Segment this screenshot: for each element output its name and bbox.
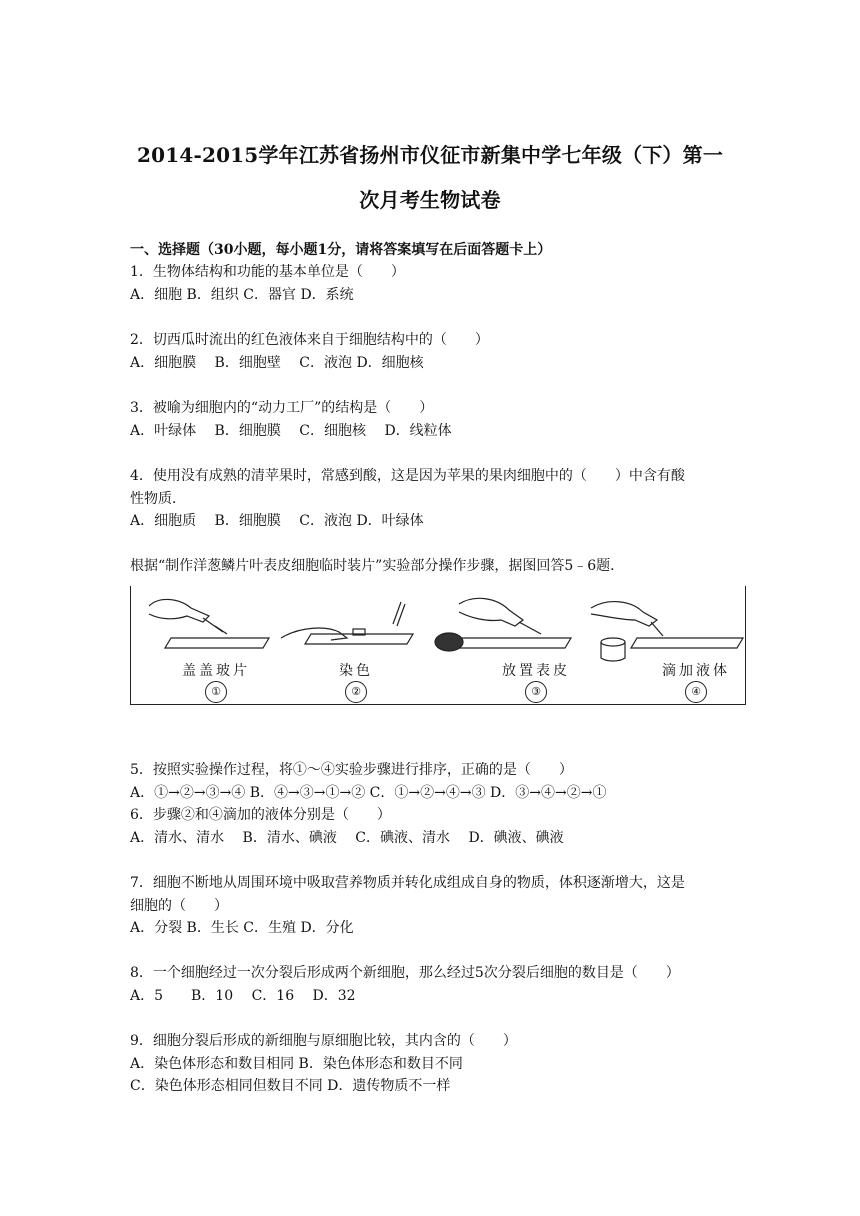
slide-1 <box>165 638 269 648</box>
question-2-options: A．细胞膜 B．细胞壁 C．液泡 D．细胞核 <box>130 355 424 371</box>
slide-3 <box>455 638 571 648</box>
question-7-stem-line1: 7．细胞不断地从周围环境中吸取营养物质并转化成组成自身的物质，体积逐渐增大，这是 <box>130 875 685 891</box>
page-title-line1: 2014-2015学年江苏省扬州市仪征市新集中学七年级（下）第一 <box>136 143 724 167</box>
question-6-stem: 6．步骤②和④滴加的液体分别是（ ） <box>130 807 391 823</box>
question-5-stem: 5．按照实验操作过程，将①～④实验步骤进行排序，正确的是（ ） <box>130 762 573 778</box>
question-6-options: A．清水、清水 B．清水、碘液 C．碘液、清水 D．碘液、碘液 <box>130 830 564 846</box>
question-3-stem: 3．被喻为细胞内的“动力工厂”的结构是（ ） <box>130 400 434 416</box>
step-2-number: ② <box>345 681 367 703</box>
question-4-stem-line2: 性物质． <box>130 491 186 507</box>
question-9-stem: 9．细胞分裂后形成的新细胞与原细胞比较，其内含的（ ） <box>130 1033 517 1049</box>
question-5-options: A．①→②→③→④ B．④→③→①→② C．①→②→④→③ D．③→④→②→① <box>130 785 607 801</box>
question-4-options: A．细胞质 B．细胞膜 C．液泡 D．叶绿体 <box>130 513 424 529</box>
intro-questions-5-6: 根据“制作洋葱鳞片叶表皮细胞临时装片”实验部分操作步骤，据图回答5﹣6题． <box>130 558 625 574</box>
slide-4 <box>631 638 743 648</box>
dropper-4 <box>651 622 663 636</box>
question-3-options: A．叶绿体 B．细胞膜 C．细胞核 D．线粒体 <box>130 423 452 439</box>
question-9-options-line1: A．染色体形态和数目相同 B．染色体形态和数目不同 <box>130 1056 463 1072</box>
question-1-stem: 1．生物体结构和功能的基本单位是（ ） <box>130 264 405 280</box>
question-1-options: A．细胞 B．组织 C．器官 D．系统 <box>130 287 354 303</box>
step-1-caption: 盖盖玻片 <box>182 663 250 679</box>
step-2-caption: 染色 <box>339 663 373 679</box>
question-4-stem-line1: 4．使用没有成熟的清苹果时，常感到酸，这是因为苹果的果肉细胞中的（ ）中含有酸 <box>130 468 685 484</box>
step-1-number: ① <box>205 681 227 703</box>
hand-1 <box>149 599 209 622</box>
needle-3 <box>519 622 541 634</box>
question-8-options: A．5 B．10 C．16 D．32 <box>130 988 356 1004</box>
hand-4 <box>591 602 657 626</box>
onion-3 <box>435 633 463 651</box>
hand-3 <box>459 598 523 626</box>
step-3-number: ③ <box>525 681 547 703</box>
question-9-options-line2: C．染色体形态相同但数目不同 D．遗传物质不一样 <box>130 1078 451 1094</box>
section-header: 一、选择题（30小题，每小题1分，请将答案填写在后面答题卡上） <box>130 242 552 258</box>
step-4-caption: 滴加液体 <box>662 663 730 679</box>
experiment-figure <box>130 586 746 705</box>
dropper-2 <box>393 602 405 626</box>
question-2-stem: 2．切西瓜时流出的红色液体来自于细胞结构中的（ ） <box>130 332 489 348</box>
bottle-top-4 <box>601 638 625 646</box>
question-7-stem-line2: 细胞的（ ） <box>130 898 228 914</box>
question-7-options: A．分裂 B．生长 C．生殖 D．分化 <box>130 920 354 936</box>
step-3-caption: 放置表皮 <box>502 663 570 679</box>
question-8-stem: 8．一个细胞经过一次分裂后形成两个新细胞，那么经过5次分裂后细胞的数目是（ ） <box>130 965 680 981</box>
step-4-number: ④ <box>685 681 707 703</box>
page-title-line2: 次月考生物试卷 <box>359 188 501 212</box>
